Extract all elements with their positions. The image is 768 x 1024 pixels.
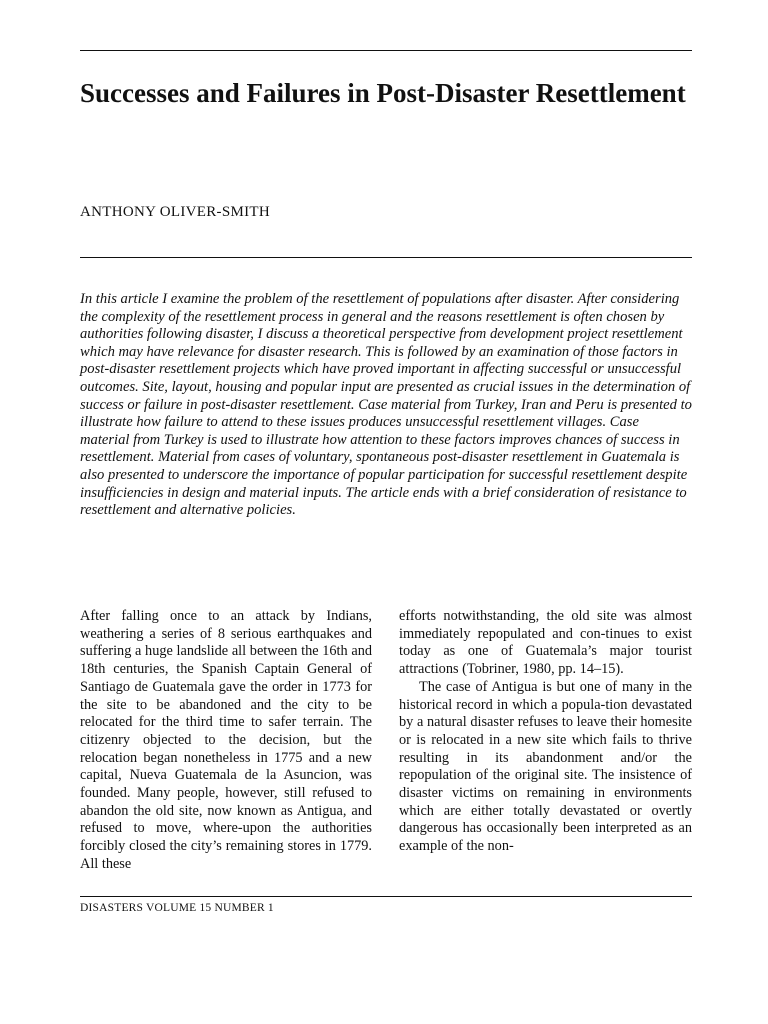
footer-rule [80,896,692,897]
author-name: ANTHONY OLIVER-SMITH [80,204,271,220]
article-title: Successes and Failures in Post-Disaster Resettlement [80,78,686,108]
body-left-column [80,608,372,874]
top-rule [80,50,692,51]
body-right-column [399,608,692,856]
body-paragraph: efforts notwithstanding, the old site was almost immediately repopulated and con-tinues to exist today as one of Guatemala’s major tourist attractions (Tobriner, 1980, pp. 14–15). [399,608,692,678]
body-paragraph: After falling once to an attack by Indians, weathering a series of 8 serious earthquakes and suffering a huge landslide all between the 16th and 18th centuries, the Spanish Captain General of Santiago de Guatemala gave the order in 1773 for the site to be abandoned and the city to be relocated for the third time to safer terrain. The citizenry objected to the decision, but the relocation began nonetheless in 1775 and a new capital, Nueva Guatemala de la Asuncion, was founded. Many people, however, still refused to abandon the old site, now known as Antigua, and refused to move, where-upon the authorities forcibly closed the city’s remaining stores in 1779. All these [80,608,372,872]
abstract: In this article I examine the problem of the resettlement of populations after disaster. After considering the complexity of the resettlement process in general and the reasons resettlement is often chosen by authorities following disaster, I discuss a theoretical perspective from development project resettlement which may have relevance for disaster research. This is followed by an examination of those factors in post-disaster resettlement projects which have proved important in affecting successful or unsuccessful outcomes. Site, layout, housing and popular input are presented as crucial issues in the determination of success or failure in post-disaster resettlement. Case material from Turkey, Iran and Peru is presented to illustrate how failure to attend to these issues produces unsuccessful resettlement villages. Case material from Turkey is used to illustrate how attention to these factors improves chances of success in resettlement. Material from cases of voluntary, spontaneous post-disaster resettlement in Guatemala is also presented to underscore the importance of popular participation for successful resettlement despite insufficiencies in design and material inputs. The article ends with a brief consideration of resistance to resettlement and alternative policies. [80,291,692,519]
journal-footer: DISASTERS VOLUME 15 NUMBER 1 [80,902,274,914]
body-paragraph: The case of Antigua is but one of many in the historical record in which a popula-tion devastated by a natural disaster refuses to leave their homesite or is relocated in a new site which fails to thrive resulting in its abandonment and/or the repopulation of the original site. The insistence of disaster victims on remaining in environments which are either totally devastated or overtly dangerous has occasionally been interpreted as an example of the non- [399,678,692,855]
header-divider [80,257,692,258]
